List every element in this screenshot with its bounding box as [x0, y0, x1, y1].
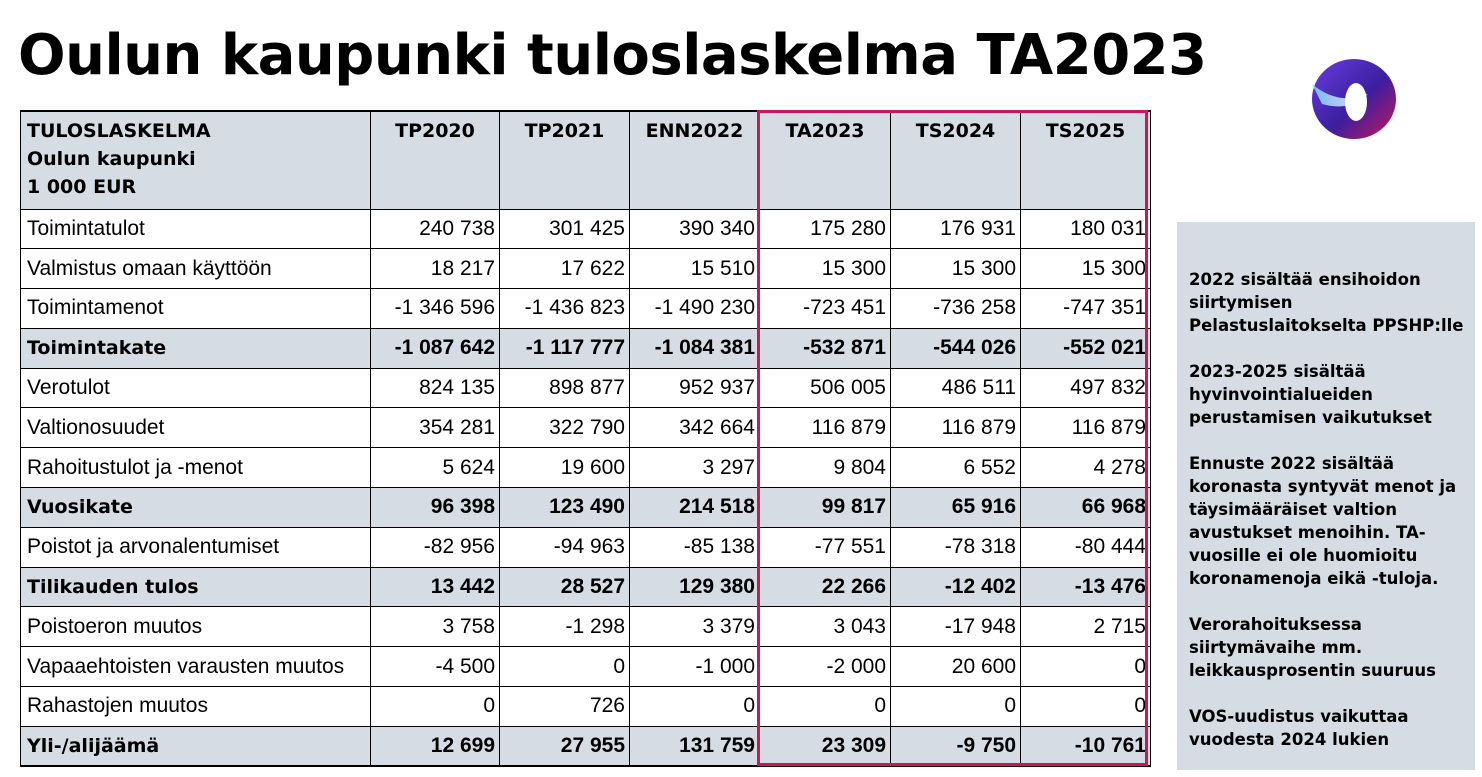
header-label-line: TULOSLASKELMA: [27, 120, 211, 142]
value-cell: 15 300: [891, 249, 1021, 289]
value-cell: 116 879: [760, 408, 891, 448]
value-cell: -17 948: [891, 607, 1021, 647]
value-cell: 0: [1021, 647, 1151, 687]
table-row: [21, 527, 1151, 567]
value-cell: 129 380: [630, 567, 760, 607]
row-label: Rahastojen muutos: [21, 687, 371, 727]
income-statement-table: [20, 110, 1151, 767]
value-cell: 20 600: [891, 647, 1021, 687]
table-row: [21, 687, 1151, 727]
row-label: Vuosikate: [21, 488, 371, 528]
notes-panel: [1177, 222, 1475, 770]
row-label: Valtionosuudet: [21, 408, 371, 448]
table-header-row: [21, 111, 1151, 209]
value-cell: 2 715: [1021, 607, 1151, 647]
value-cell: -736 258: [891, 289, 1021, 329]
row-label: Toimintamenot: [21, 289, 371, 329]
value-cell: 96 398: [371, 488, 500, 528]
value-cell: 23 309: [760, 726, 891, 766]
table-row: [21, 607, 1151, 647]
column-header-enn2022: ENN2022: [630, 111, 760, 209]
header-label-line: 1 000 EUR: [27, 176, 137, 198]
value-cell: 9 804: [760, 448, 891, 488]
value-cell: 66 968: [1021, 488, 1151, 528]
value-cell: 497 832: [1021, 368, 1151, 408]
value-cell: -1 084 381: [630, 328, 760, 368]
value-cell: 342 664: [630, 408, 760, 448]
note-item: 2022 sisältää ensihoidon siirtymisen Pelastuslaitokselta PPSHP:lle: [1189, 270, 1464, 335]
value-cell: -747 351: [1021, 289, 1151, 329]
value-cell: -552 021: [1021, 328, 1151, 368]
value-cell: 17 622: [500, 249, 630, 289]
table-row: [21, 567, 1151, 607]
value-cell: 0: [630, 687, 760, 727]
value-cell: 19 600: [500, 448, 630, 488]
value-cell: -1 490 230: [630, 289, 760, 329]
value-cell: 0: [500, 647, 630, 687]
table-row: [21, 249, 1151, 289]
value-cell: 952 937: [630, 368, 760, 408]
row-label: Poistoeron muutos: [21, 607, 371, 647]
value-cell: -723 451: [760, 289, 891, 329]
value-cell: -82 956: [371, 527, 500, 567]
table-row: [21, 289, 1151, 329]
row-label: Toimintatulot: [21, 209, 371, 249]
value-cell: -1 117 777: [500, 328, 630, 368]
value-cell: -1 298: [500, 607, 630, 647]
value-cell: 3 297: [630, 448, 760, 488]
row-label: Toimintakate: [21, 328, 371, 368]
value-cell: 99 817: [760, 488, 891, 528]
row-label: Rahoitustulot ja -menot: [21, 448, 371, 488]
value-cell: 22 266: [760, 567, 891, 607]
row-label: Tilikauden tulos: [21, 567, 371, 607]
table-row: [21, 647, 1151, 687]
value-cell: 27 955: [500, 726, 630, 766]
value-cell: -77 551: [760, 527, 891, 567]
value-cell: -78 318: [891, 527, 1021, 567]
value-cell: 726: [500, 687, 630, 727]
row-label: Verotulot: [21, 368, 371, 408]
value-cell: 0: [371, 687, 500, 727]
value-cell: 131 759: [630, 726, 760, 766]
row-label: Yli-/alijäämä: [21, 726, 371, 766]
value-cell: 3 758: [371, 607, 500, 647]
value-cell: 15 300: [760, 249, 891, 289]
value-cell: 240 738: [371, 209, 500, 249]
value-cell: -80 444: [1021, 527, 1151, 567]
value-cell: 123 490: [500, 488, 630, 528]
header-label-line: Oulun kaupunki: [27, 148, 196, 170]
value-cell: 322 790: [500, 408, 630, 448]
value-cell: 0: [760, 687, 891, 727]
value-cell: 28 527: [500, 567, 630, 607]
value-cell: 3 043: [760, 607, 891, 647]
value-cell: 15 510: [630, 249, 760, 289]
oulu-logo-icon: [1310, 58, 1398, 140]
table-row: [21, 209, 1151, 249]
row-label: Poistot ja arvonalentumiset: [21, 527, 371, 567]
value-cell: 5 624: [371, 448, 500, 488]
value-cell: 15 300: [1021, 249, 1151, 289]
table-row: [21, 488, 1151, 528]
value-cell: -1 000: [630, 647, 760, 687]
value-cell: 116 879: [891, 408, 1021, 448]
value-cell: 180 031: [1021, 209, 1151, 249]
table-row: [21, 448, 1151, 488]
note-item: VOS-uudistus vaikuttaa vuodesta 2024 lukien: [1189, 707, 1409, 749]
value-cell: -94 963: [500, 527, 630, 567]
table-row: [21, 408, 1151, 448]
column-header-ts2025: TS2025: [1021, 111, 1151, 209]
value-cell: -10 761: [1021, 726, 1151, 766]
value-cell: -1 346 596: [371, 289, 500, 329]
value-cell: 506 005: [760, 368, 891, 408]
value-cell: 12 699: [371, 726, 500, 766]
value-cell: -9 750: [891, 726, 1021, 766]
column-header-tp2021: TP2021: [500, 111, 630, 209]
value-cell: 824 135: [371, 368, 500, 408]
row-label: Valmistus omaan käyttöön: [21, 249, 371, 289]
column-header-tp2020: TP2020: [371, 111, 500, 209]
value-cell: 116 879: [1021, 408, 1151, 448]
row-label: Vapaaehtoisten varausten muutos: [21, 647, 371, 687]
value-cell: 898 877: [500, 368, 630, 408]
value-cell: -12 402: [891, 567, 1021, 607]
value-cell: -1 436 823: [500, 289, 630, 329]
value-cell: 65 916: [891, 488, 1021, 528]
value-cell: -4 500: [371, 647, 500, 687]
value-cell: 3 379: [630, 607, 760, 647]
value-cell: 13 442: [371, 567, 500, 607]
column-header-ts2024: TS2024: [891, 111, 1021, 209]
value-cell: 486 511: [891, 368, 1021, 408]
value-cell: 18 217: [371, 249, 500, 289]
value-cell: 214 518: [630, 488, 760, 528]
value-cell: 390 340: [630, 209, 760, 249]
value-cell: 301 425: [500, 209, 630, 249]
value-cell: 176 931: [891, 209, 1021, 249]
page-title: Oulun kaupunki tuloslaskelma TA2023: [18, 23, 1207, 88]
note-item: Ennuste 2022 sisältää koronasta syntyvät menot ja täysimääräiset valtion avustukset menoihin. TA-vuosille ei ole huomioitu koronamenoja eikä -tuloja.: [1189, 454, 1457, 588]
table-row: [21, 368, 1151, 408]
value-cell: -1 087 642: [371, 328, 500, 368]
value-cell: 175 280: [760, 209, 891, 249]
value-cell: -13 476: [1021, 567, 1151, 607]
value-cell: 0: [1021, 687, 1151, 727]
note-item: 2023-2025 sisältää hyvinvointialueiden perustamisen vaikutukset: [1189, 362, 1432, 427]
value-cell: -2 000: [760, 647, 891, 687]
value-cell: -544 026: [891, 328, 1021, 368]
note-item: Verorahoituksessa siirtymävaihe mm. leikkausprosentin suuruus: [1189, 615, 1436, 680]
value-cell: 354 281: [371, 408, 500, 448]
table-header-label: [21, 111, 371, 209]
value-cell: -532 871: [760, 328, 891, 368]
value-cell: 4 278: [1021, 448, 1151, 488]
value-cell: 6 552: [891, 448, 1021, 488]
table-row: [21, 726, 1151, 766]
table-row: [21, 328, 1151, 368]
value-cell: 0: [891, 687, 1021, 727]
value-cell: -85 138: [630, 527, 760, 567]
column-header-ta2023: TA2023: [760, 111, 891, 209]
